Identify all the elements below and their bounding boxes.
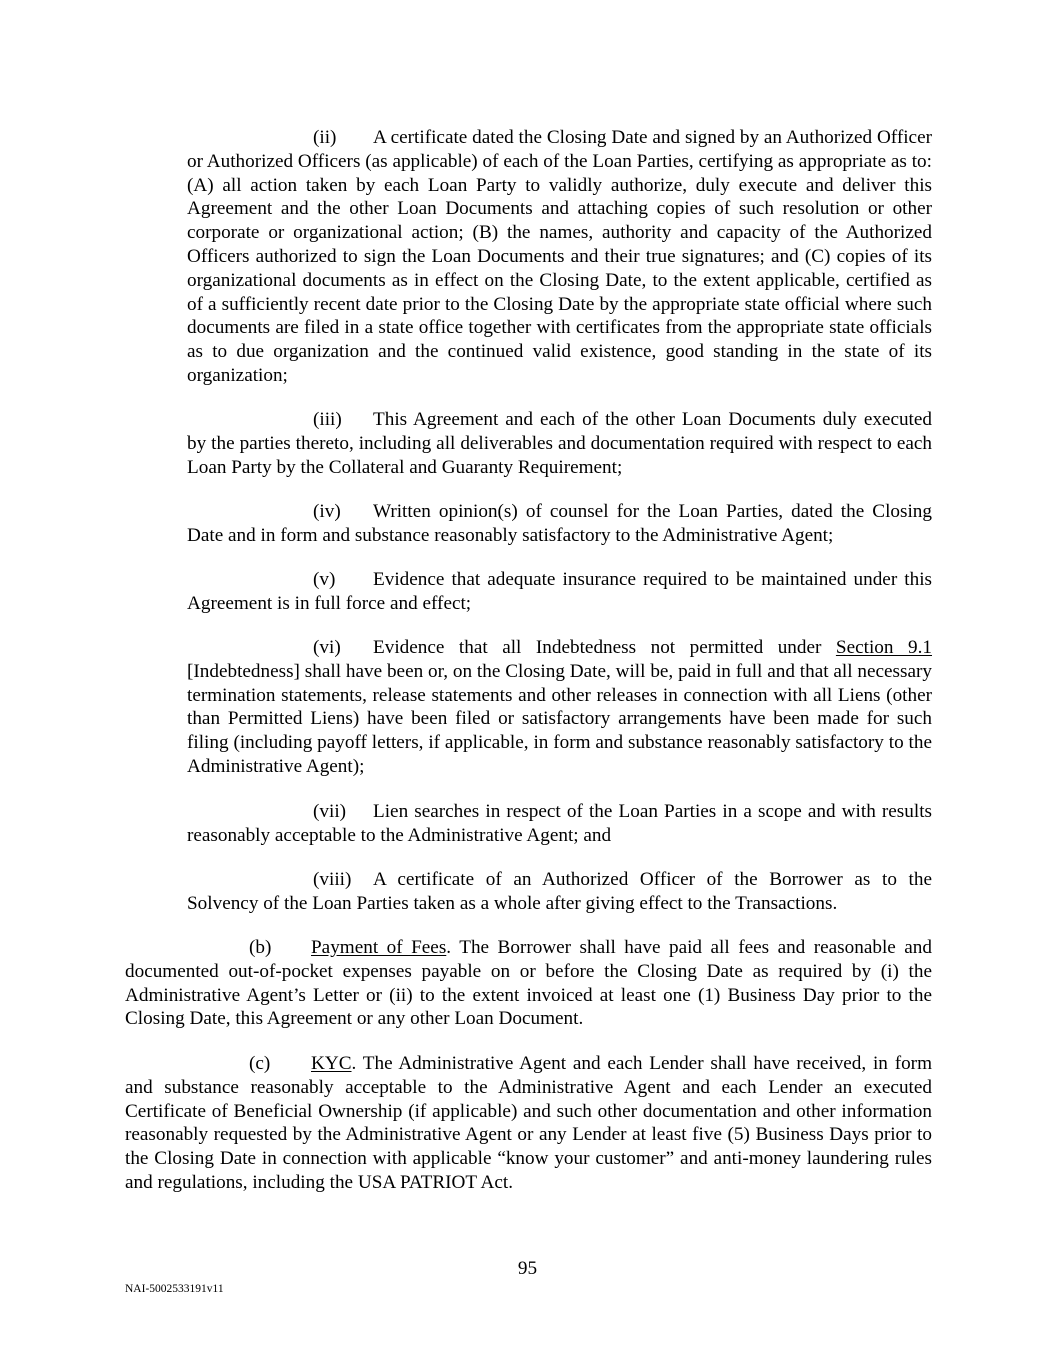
paragraph-v — [187, 568, 932, 616]
page-number: 95 — [517, 1258, 538, 1279]
paragraph-text: Lien searches in respect of the Loan Parties in a scope and with results reasonably acceptable to the Administrative Agent; and — [187, 801, 932, 846]
document-id: NAI-5002533191v11 — [125, 1283, 224, 1295]
paragraph-text: . The Administrative Agent and each Lender shall have received, in form and substance reasonably acceptable to the Administrative Agent and each Lender an executed Certificate of Beneficial Ownership (if applicable) and such other documentation and other information reasonably requested by the Administrative Agent or any Lender at least five (5) Business Days prior to the Closing Date in connection with applicable “know your customer” and anti-money laundering rules and regulations, including the USA PATRIOT Act. — [125, 1053, 932, 1193]
paragraph-number: (c) — [249, 1053, 271, 1074]
paragraph-text: Evidence that adequate insurance required to be maintained under this Agreement is in full force and effect; — [187, 569, 932, 614]
paragraph-viii — [187, 868, 932, 916]
paragraph-text-before: Evidence that all Indebtedness not permitted under — [373, 637, 836, 658]
paragraph-heading: Payment of Fees — [311, 937, 447, 958]
paragraph-text: . The Borrower shall have paid all fees and reasonable and documented out-of-pocket expenses payable on or before the Closing Date as required by (i) the Administrative Agent’s Letter or (ii) to the extent invoiced at least one (1) Business Day prior to the Closing Date, this Agreement or any other Loan Document. — [125, 937, 932, 1030]
section-reference-link[interactable]: Section 9.1 — [835, 637, 932, 658]
paragraph-number: (iv) — [313, 501, 341, 522]
paragraph-iv — [187, 500, 932, 548]
paragraph-iii — [187, 408, 932, 479]
paragraph-number: (ii) — [313, 127, 337, 148]
paragraph-text: A certificate dated the Closing Date and signed by an Authorized Officer or Authorized Officers (as applicable) of each of the Loan Parties, certifying as appropriate as to: (A) all action taken by each Loan Party to validly authorize, duly execute and deliver this Agreement and the other Loan Documents and attaching copies of such resolution or other corporate or organizational action; (B) the names, authority and capacity of the Authorized Officers authorized to sign the Loan Documents and their true signatures; and (C) copies of its organizational documents as in effect on the Closing Date, to the extent applicable, certified as of a sufficiently recent date prior to the Closing Date by the appropriate state official where such documents are filed in a state office together with certificates from the appropriate state officials as to due organization and the continued valid existence, good standing in the state of its organization; — [187, 127, 932, 386]
paragraph-text-after: [Indebtedness] shall have been or, on the Closing Date, will be, paid in full and that all necessary termination statements, release statements and other releases in connection with all Liens (other than Permitted Liens) have been filed or satisfactory arrangements have been made for such filing (including payoff letters, if applicable, in form and substance reasonably satisfactory to the Administrative Agent); — [187, 660, 932, 777]
paragraph-heading: KYC — [311, 1053, 352, 1074]
paragraph-c — [125, 1052, 932, 1195]
paragraph-b — [125, 936, 932, 1031]
paragraph-number: (iii) — [313, 409, 342, 430]
paragraph-text: This Agreement and each of the other Loan Documents duly executed by the parties thereto, including all deliverables and documentation required with respect to each Loan Party by the Collateral and Guaranty Requirement; — [187, 409, 932, 478]
paragraph-number: (viii) — [313, 869, 352, 890]
paragraph-ii — [187, 126, 932, 388]
paragraph-number: (v) — [313, 569, 336, 590]
paragraph-number: (vii) — [313, 801, 347, 822]
paragraph-number: (vi) — [313, 637, 341, 658]
paragraph-text: Written opinion(s) of counsel for the Loan Parties, dated the Closing Date and in form and substance reasonably satisfactory to the Administrative Agent; — [187, 501, 932, 546]
paragraph-vii — [187, 800, 932, 848]
paragraph-text: A certificate of an Authorized Officer of the Borrower as to the Solvency of the Loan Parties taken as a whole after giving effect to the Transactions. — [187, 869, 932, 914]
paragraph-vi — [187, 636, 932, 779]
paragraph-number: (b) — [249, 937, 272, 958]
